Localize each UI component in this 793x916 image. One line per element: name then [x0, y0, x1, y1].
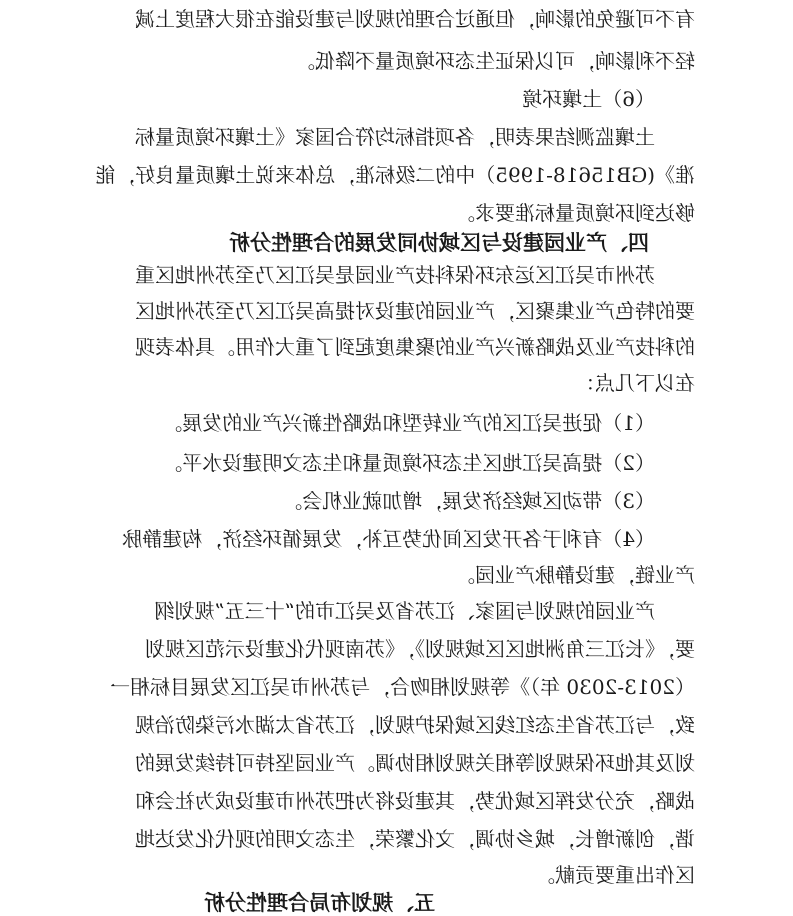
paragraph-line: 致，与江苏省生态红线区域保护规划，江苏省太湖水污染防治规	[135, 713, 695, 737]
paragraph-line: 要的特色产业集聚区，产业园的建设对提高吴江区乃至苏州地区	[135, 299, 695, 323]
paragraph-line: 战略，充分发挥区域优势，其建设将为把苏州市建设成为社会和	[135, 789, 695, 813]
paragraph-line: 区作出重要贡献。	[535, 863, 695, 887]
section-heading-4: 四、产业园建设与区域协同发展的合理性分析	[229, 231, 649, 255]
paragraph-line: 在以下几点：	[575, 371, 695, 395]
paragraph-line: 谐，创新增长，城乡协调，文化繁荣，生态文明的现代化发达地	[135, 827, 695, 851]
list-item: （1）促进吴江区的产业转型和战略性新兴产业的发展。	[162, 411, 655, 435]
section-heading-5: 五、规划布局合理性分析	[204, 891, 435, 915]
paragraph-line: 准》(GB15618-1995）中的二级标准，总体来说土壤质量良好，能	[95, 163, 695, 187]
paragraph-line: 轻不利影响，可以保证生态环境质量不降低。	[295, 49, 695, 73]
paragraph-line: 土壤监测结果表明，各项指标均符合国家《土壤环境质量标	[135, 125, 655, 149]
paragraph-line: 有不可避免的影响，但通过合理的规划与建设能在很大程度上减	[135, 7, 695, 31]
paragraph-line: 产业园的规划与国家、江苏省及吴江市的“十三五”规划纲	[154, 599, 655, 623]
list-item: （3）带动区域经济发展，增加就业机会。	[282, 489, 655, 513]
paragraph-line: 的科技产业及战略新兴产业的聚集度起到了重大作用。具体表现	[135, 335, 695, 359]
paragraph-line: 要，《长江三角洲地区区域规划》，《苏南现代化建设示范区规划	[145, 637, 695, 661]
list-item: （4）有利于各开发区间优势互补，发展循环经济，构建静脉	[122, 527, 655, 551]
paragraph-line: 苏州市吴江区运东环保科技产业园是吴江区乃至苏州地区重	[135, 263, 655, 287]
section-subheading: （6）土壤环境	[522, 87, 655, 111]
paragraph-line: 够达到环境质量标准要求。	[455, 201, 695, 225]
list-item: （2）提高吴江地区生态环境质量和生态文明建设水平。	[162, 451, 655, 475]
paragraph-line: 划及其他环保规划等相关规划相协调。产业园坚持可持续发展的	[135, 751, 695, 775]
paragraph-line: 产业链，建设静脉产业园。	[455, 563, 695, 587]
paragraph-line: （2013-2030 年）》等规划相吻合，与苏州市吴江区发展目标相一	[110, 675, 695, 699]
